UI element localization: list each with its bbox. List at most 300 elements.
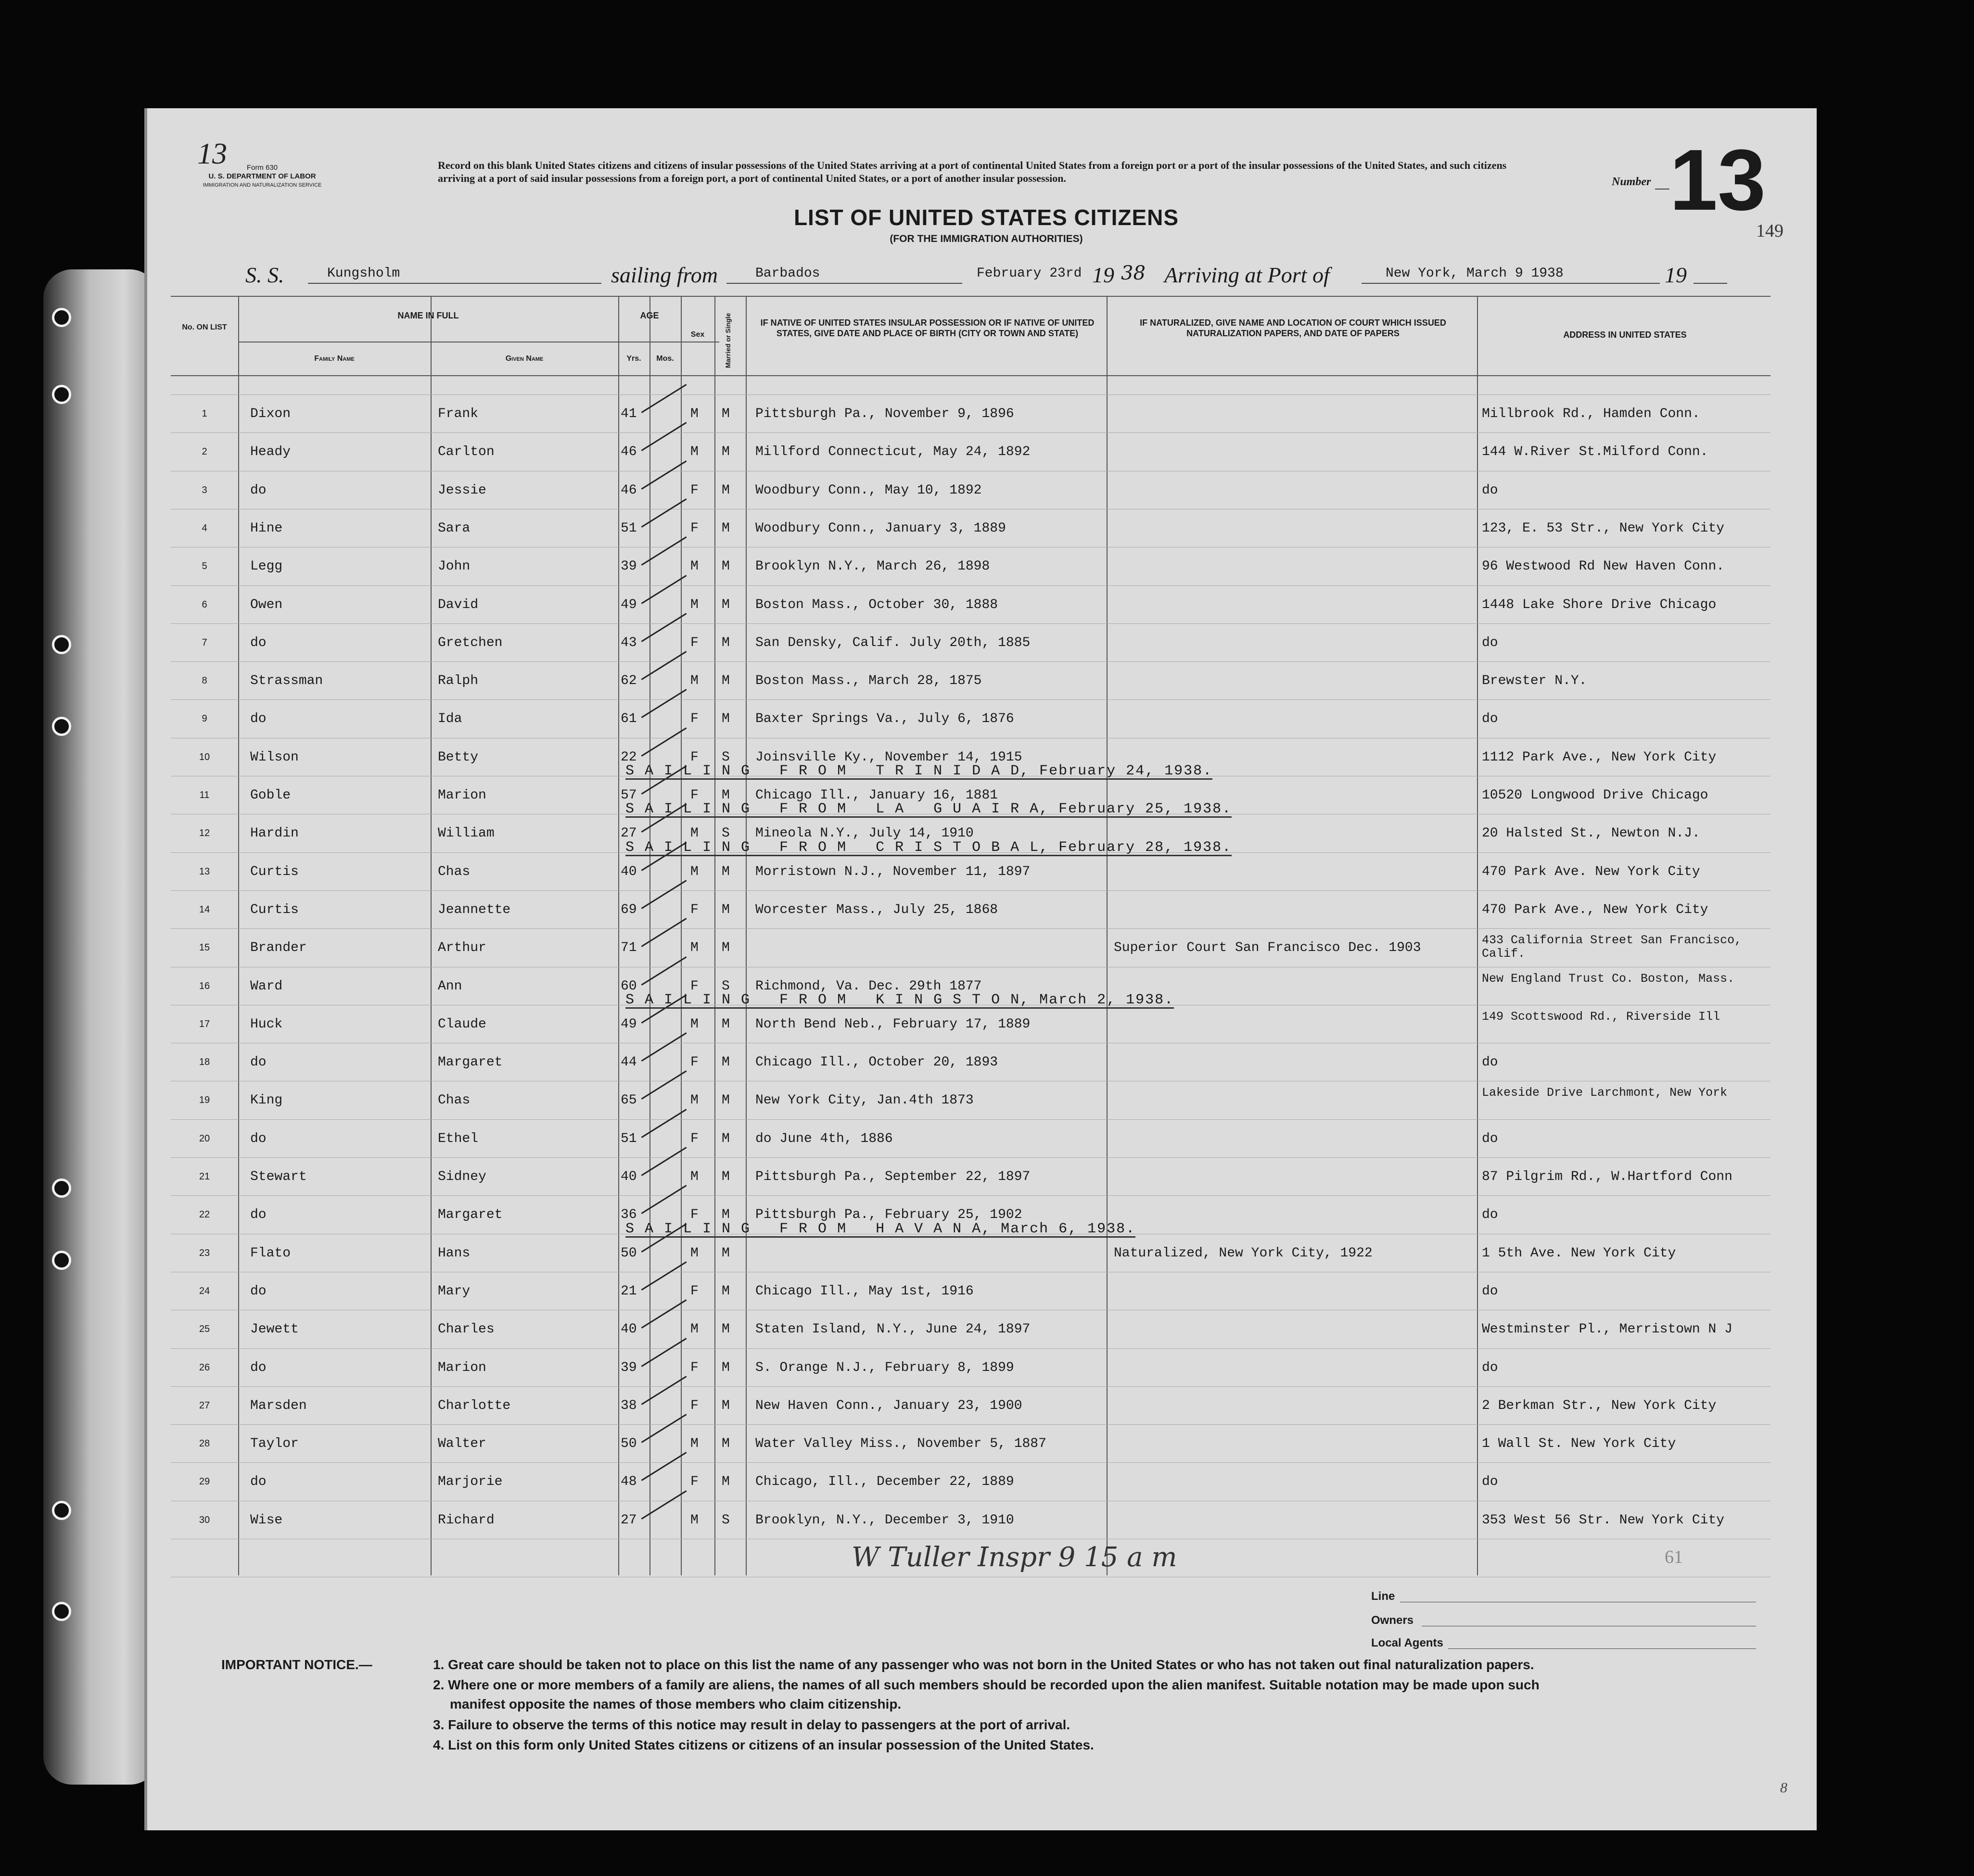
- notice-item-2-cont: manifest opposite the names of those members who claim citizenship.: [450, 1697, 902, 1711]
- punch-hole: [52, 1251, 71, 1270]
- family-name: Dixon: [250, 406, 291, 421]
- inspector-check-mark: [641, 1185, 687, 1214]
- address: 470 Park Ave., New York City: [1482, 902, 1708, 917]
- given-name: Marion: [438, 788, 486, 803]
- given-name: Jeannette: [438, 902, 511, 917]
- given-name: Marion: [438, 1360, 486, 1375]
- marital-status: M: [722, 1245, 730, 1261]
- marital-status: M: [722, 444, 730, 460]
- birth-place-date: North Bend Neb., February 17, 1889: [755, 1016, 1031, 1032]
- list-number: 13: [1669, 132, 1766, 228]
- row-number: 25: [199, 1324, 210, 1335]
- inspector-check-mark: [641, 1376, 687, 1405]
- departure-date: February 23rd: [977, 266, 1082, 281]
- family-name: do: [250, 1474, 267, 1490]
- age-years: 49: [621, 1016, 637, 1032]
- sex: M: [690, 1016, 699, 1032]
- age-years: 49: [621, 597, 637, 612]
- birth-place-date: Boston Mass., October 30, 1888: [755, 597, 998, 612]
- sex: M: [690, 864, 699, 879]
- address: 470 Park Ave. New York City: [1482, 864, 1700, 879]
- family-name: do: [250, 635, 267, 650]
- marital-status: M: [722, 1093, 730, 1108]
- given-name: Charles: [438, 1322, 495, 1337]
- given-name: Margaret: [438, 1207, 503, 1223]
- inspector-check-mark: [641, 689, 687, 718]
- inspector-check-mark: [641, 384, 687, 413]
- age-years: 61: [621, 711, 637, 727]
- sex: M: [690, 1512, 699, 1528]
- arrival-port-date: New York, March 9 1938: [1386, 266, 1564, 281]
- inspector-check-mark: [641, 1414, 687, 1443]
- marital-status: S: [722, 749, 730, 765]
- age-years: 44: [621, 1055, 637, 1070]
- family-name: Huck: [250, 1016, 283, 1032]
- address: do: [1482, 1360, 1498, 1375]
- corner-mark: 8: [1780, 1780, 1787, 1796]
- given-name: Ralph: [438, 673, 479, 689]
- row-number: 28: [199, 1438, 210, 1449]
- line-label: Line: [1371, 1590, 1395, 1603]
- marital-status: M: [722, 1283, 730, 1299]
- sex: F: [690, 1474, 699, 1490]
- sex: M: [690, 673, 699, 689]
- row-number: 29: [199, 1476, 210, 1487]
- birth-place-date: Mineola N.Y., July 14, 1910: [755, 826, 974, 841]
- address: Brewster N.Y.: [1482, 673, 1587, 689]
- age-years: 38: [621, 1398, 637, 1413]
- marital-status: M: [722, 520, 730, 536]
- naturalization: Naturalized, New York City, 1922: [1114, 1245, 1373, 1261]
- row-number: 5: [202, 561, 207, 572]
- age-years: 21: [621, 1283, 637, 1299]
- inspector-check-mark: [641, 498, 687, 528]
- address: do: [1482, 1207, 1498, 1223]
- sex: M: [690, 1436, 699, 1452]
- address: 1 5th Ave. New York City: [1482, 1245, 1676, 1261]
- age-years: 46: [621, 482, 637, 498]
- family-name: do: [250, 1207, 267, 1223]
- age-years: 71: [621, 940, 637, 956]
- age-years: 57: [621, 788, 637, 803]
- sex: F: [690, 902, 699, 917]
- header-married-single: Married or Single: [724, 313, 732, 368]
- sex: M: [690, 1245, 699, 1261]
- header-years: Yrs.: [626, 355, 641, 363]
- sex: F: [690, 482, 699, 498]
- page-subtitle: (FOR THE IMMIGRATION AUTHORITIES): [890, 233, 1083, 244]
- inspector-check-mark: [641, 1299, 687, 1329]
- sailing-annotation: S A I L I N G F R O M C R I S T O B A L, February 28, 1938.: [625, 839, 1232, 856]
- marital-status: S: [722, 826, 730, 841]
- given-name: Charlotte: [438, 1398, 511, 1413]
- age-years: 39: [621, 559, 637, 574]
- local-agents-label: Local Agents: [1371, 1636, 1443, 1649]
- age-years: 62: [621, 673, 637, 689]
- family-name: Goble: [250, 788, 291, 803]
- sex: F: [690, 788, 699, 803]
- inspector-check-mark: [641, 1338, 687, 1367]
- inspector-check-mark: [641, 956, 687, 986]
- inspector-check-mark: [641, 575, 687, 604]
- punch-hole: [52, 717, 71, 736]
- birth-place-date: Chicago Ill., January 16, 1881: [755, 788, 998, 803]
- family-name: Legg: [250, 559, 283, 574]
- family-name: Hardin: [250, 826, 299, 841]
- notice-item-3: 3. Failure to observe the terms of this notice may result in delay to passengers at the port of arrival.: [433, 1717, 1070, 1732]
- given-name: Jessie: [438, 482, 486, 498]
- family-name: do: [250, 1131, 267, 1146]
- age-years: 51: [621, 520, 637, 536]
- inspector-check-mark: [641, 1070, 687, 1100]
- service-name: IMMIGRATION AND NATURALIZATION SERVICE: [203, 182, 322, 188]
- age-years: 50: [621, 1245, 637, 1261]
- marital-status: M: [722, 597, 730, 612]
- address: 353 West 56 Str. New York City: [1482, 1512, 1725, 1528]
- given-name: Chas: [438, 864, 471, 879]
- marital-status: M: [722, 1055, 730, 1070]
- age-years: 27: [621, 826, 637, 841]
- header-family-name: Family Name: [314, 355, 355, 363]
- marital-status: S: [722, 978, 730, 994]
- naturalization: Superior Court San Francisco Dec. 1903: [1114, 940, 1421, 956]
- age-years: 40: [621, 1322, 637, 1337]
- sex: F: [690, 635, 699, 650]
- row-number: 8: [202, 675, 207, 686]
- birth-place-date: Chicago, Ill., December 22, 1889: [755, 1474, 1014, 1490]
- family-name: Marsden: [250, 1398, 307, 1413]
- address: 20 Halsted St., Newton N.J.: [1482, 826, 1700, 841]
- address: do: [1482, 1474, 1498, 1490]
- sailing-annotation: S A I L I N G F R O M L A G U A I R A, February 25, 1938.: [625, 801, 1232, 818]
- given-name: John: [438, 559, 471, 574]
- given-name: Chas: [438, 1093, 471, 1108]
- marital-status: M: [722, 635, 730, 650]
- row-number: 2: [202, 446, 207, 457]
- arriving-label: Arriving at Port of: [1164, 263, 1330, 287]
- sex: M: [690, 1169, 699, 1184]
- address: Westminster Pl., Merristown N J: [1482, 1322, 1732, 1337]
- sex: M: [690, 406, 699, 421]
- birth-place-date: Richmond, Va. Dec. 29th 1877: [755, 978, 982, 994]
- marital-status: M: [722, 1474, 730, 1490]
- birth-place-date: New York City, Jan.4th 1873: [755, 1093, 974, 1108]
- address: 10520 Longwood Drive Chicago: [1482, 788, 1708, 803]
- birth-place-date: Brooklyn, N.Y., December 3, 1910: [755, 1512, 1014, 1528]
- address: 1 Wall St. New York City: [1482, 1436, 1676, 1452]
- row-number: 17: [199, 1018, 210, 1029]
- page-count: 61: [1665, 1547, 1683, 1567]
- marital-status: M: [722, 673, 730, 689]
- inspector-check-mark: [641, 1032, 687, 1062]
- row-number: 1: [202, 408, 207, 419]
- departure-port: Barbados: [755, 266, 820, 281]
- birth-place-date: Water Valley Miss., November 5, 1887: [755, 1436, 1046, 1452]
- address: do: [1482, 482, 1498, 498]
- family-name: King: [250, 1093, 283, 1108]
- row-number: 12: [199, 828, 210, 839]
- given-name: Frank: [438, 406, 479, 421]
- punch-hole: [52, 1179, 71, 1198]
- birth-place-date: Worcester Mass., July 25, 1868: [755, 902, 998, 917]
- address: do: [1482, 711, 1498, 727]
- family-name: Wilson: [250, 749, 299, 765]
- row-number: 16: [199, 980, 210, 991]
- family-name: Jewett: [250, 1322, 299, 1337]
- age-years: 36: [621, 1207, 637, 1223]
- address: 433 California Street San Francisco, Calif.: [1482, 933, 1742, 961]
- header-no-on-list: No. ON LIST: [182, 323, 227, 331]
- address: 96 Westwood Rd New Haven Conn.: [1482, 559, 1725, 574]
- handwritten-sheet-number: 13: [197, 138, 227, 170]
- birth-place-date: Chicago Ill., October 20, 1893: [755, 1055, 998, 1070]
- birth-place-date: do June 4th, 1886: [755, 1131, 893, 1146]
- sex: F: [690, 749, 699, 765]
- inspector-check-mark: [641, 918, 687, 947]
- given-name: Walter: [438, 1436, 486, 1452]
- address: 149 Scottswood Rd., Riverside Ill: [1482, 1009, 1720, 1024]
- age-years: 48: [621, 1474, 637, 1490]
- inspector-check-mark: [641, 727, 687, 757]
- sex: F: [690, 711, 699, 727]
- age-years: 69: [621, 902, 637, 917]
- sailing-annotation: S A I L I N G F R O M H A V A N A, March 6, 1938.: [625, 1220, 1136, 1237]
- notice-item-2: 2. Where one or more members of a family are aliens, the names of all such members should be recorded upon the alien manifest. Suitable notation may be made upon such: [433, 1677, 1540, 1692]
- address: 144 W.River St.Milford Conn.: [1482, 444, 1708, 460]
- marital-status: M: [722, 788, 730, 803]
- age-years: 41: [621, 406, 637, 421]
- inspector-check-mark: [641, 880, 687, 909]
- given-name: Arthur: [438, 940, 486, 956]
- sex: M: [690, 940, 699, 956]
- age-years: 65: [621, 1093, 637, 1108]
- family-name: Wise: [250, 1512, 283, 1528]
- age-years: 39: [621, 1360, 637, 1375]
- age-years: 22: [621, 749, 637, 765]
- marital-status: M: [722, 1016, 730, 1032]
- sex: F: [690, 1055, 699, 1070]
- inspector-check-mark: [641, 1109, 687, 1138]
- family-name: Ward: [250, 978, 283, 994]
- age-years: 60: [621, 978, 637, 994]
- address: Millbrook Rd., Hamden Conn.: [1482, 406, 1700, 421]
- row-number: 14: [199, 904, 210, 915]
- family-name: Taylor: [250, 1436, 299, 1452]
- row-number: 15: [199, 942, 210, 953]
- inspector-check-mark: [641, 1490, 687, 1520]
- sex: F: [690, 1360, 699, 1375]
- birth-place-date: Woodbury Conn., May 10, 1892: [755, 482, 982, 498]
- sex: F: [690, 1283, 699, 1299]
- birth-place-date: Pittsburgh Pa., February 25, 1902: [755, 1207, 1022, 1223]
- given-name: Claude: [438, 1016, 486, 1032]
- header-address: ADDRESS IN UNITED STATES: [1563, 330, 1687, 340]
- sex: M: [690, 1322, 699, 1337]
- sex: M: [690, 444, 699, 460]
- sailing-from-label: sailing from: [611, 263, 718, 287]
- birth-place-date: Morristown N.J., November 11, 1897: [755, 864, 1031, 879]
- birth-place-date: San Densky, Calif. July 20th, 1885: [755, 635, 1031, 650]
- row-number: 9: [202, 713, 207, 724]
- sex: M: [690, 826, 699, 841]
- row-number: 18: [199, 1057, 210, 1068]
- notice-item-1: 1. Great care should be taken not to place on this list the name of any passenger who was not born in the United States or who has not taken out final naturalization papers.: [433, 1657, 1534, 1672]
- header-given-name: Given Name: [505, 355, 544, 363]
- inspector-check-mark: [641, 460, 687, 490]
- row-number: 6: [202, 599, 207, 610]
- punch-hole: [52, 1602, 71, 1621]
- ss-label: S. S.: [245, 263, 284, 287]
- marital-status: M: [722, 559, 730, 574]
- marital-status: S: [722, 1512, 730, 1528]
- family-name: do: [250, 711, 267, 727]
- sex: M: [690, 559, 699, 574]
- age-years: 27: [621, 1512, 637, 1528]
- given-name: William: [438, 826, 495, 841]
- row-number: 3: [202, 484, 207, 495]
- inspector-signature: W Tuller Inspr 9 15 a m: [852, 1542, 1177, 1573]
- inspector-check-mark: [641, 613, 687, 642]
- sex: F: [690, 978, 699, 994]
- row-number: 27: [199, 1400, 210, 1411]
- family-name: do: [250, 1283, 267, 1299]
- binding-strip: [43, 269, 159, 1785]
- marital-status: M: [722, 902, 730, 917]
- age-years: 43: [621, 635, 637, 650]
- row-number: 22: [199, 1209, 210, 1220]
- address: Lakeside Drive Larchmont, New York: [1482, 1086, 1728, 1100]
- marital-status: M: [722, 482, 730, 498]
- address: 2 Berkman Str., New York City: [1482, 1398, 1717, 1413]
- birth-place-date: Pittsburgh Pa., November 9, 1896: [755, 406, 1014, 421]
- department-name: U. S. DEPARTMENT OF LABOR: [208, 172, 316, 180]
- family-name: Heady: [250, 444, 291, 460]
- marital-status: M: [722, 406, 730, 421]
- punch-hole: [52, 635, 71, 654]
- row-number: 24: [199, 1285, 210, 1296]
- address: do: [1482, 1283, 1498, 1299]
- marital-status: M: [722, 1169, 730, 1184]
- sailing-annotation: S A I L I N G F R O M T R I N I D A D, February 24, 1938.: [625, 763, 1213, 779]
- sex: F: [690, 1207, 699, 1223]
- given-name: Marjorie: [438, 1474, 503, 1490]
- age-years: 50: [621, 1436, 637, 1452]
- given-name: Sidney: [438, 1169, 486, 1184]
- address: New England Trust Co. Boston, Mass.: [1482, 971, 1735, 986]
- family-name: do: [250, 1055, 267, 1070]
- page-title: LIST OF UNITED STATES CITIZENS: [793, 205, 1179, 230]
- row-number: 20: [199, 1133, 210, 1144]
- birth-place-date: Pittsburgh Pa., September 22, 1897: [755, 1169, 1031, 1184]
- given-name: Betty: [438, 749, 479, 765]
- marital-status: M: [722, 1360, 730, 1375]
- header-age: AGE: [640, 311, 659, 320]
- header-name-in-full: NAME IN FULL: [397, 311, 459, 320]
- inspector-check-mark: [641, 1452, 687, 1481]
- family-name: Brander: [250, 940, 307, 956]
- given-name: Hans: [438, 1245, 471, 1261]
- given-name: Mary: [438, 1283, 471, 1299]
- marital-status: M: [722, 711, 730, 727]
- birth-place-date: Joinsville Ky., November 14, 1915: [755, 749, 1022, 765]
- header-naturalized: IF NATURALIZED, GIVE NAME AND LOCATION OF COURT WHICH ISSUED NATURALIZATION PAPERS, AND DATE OF PAPERS: [1140, 318, 1446, 338]
- age-years: 40: [621, 864, 637, 879]
- family-name: Curtis: [250, 864, 299, 879]
- birth-place-date: Baxter Springs Va., July 6, 1876: [755, 711, 1014, 727]
- given-name: Margaret: [438, 1055, 503, 1070]
- row-number: 26: [199, 1362, 210, 1373]
- given-name: Richard: [438, 1512, 495, 1528]
- inspector-check-mark: [641, 651, 687, 680]
- age-years: 51: [621, 1131, 637, 1146]
- year-prefix: 19: [1092, 263, 1114, 287]
- address: 1112 Park Ave., New York City: [1482, 749, 1717, 765]
- inspector-check-mark: [641, 1261, 687, 1291]
- birth-place-date: Brooklyn N.Y., March 26, 1898: [755, 559, 990, 574]
- marital-status: M: [722, 1436, 730, 1452]
- given-name: Carlton: [438, 444, 495, 460]
- family-name: Hine: [250, 520, 283, 536]
- row-number: 7: [202, 637, 207, 648]
- secondary-number: 149: [1756, 221, 1783, 241]
- form-number: Form 630: [246, 164, 278, 172]
- family-name: Curtis: [250, 902, 299, 917]
- passenger-table: [171, 296, 1770, 1575]
- row-number: 30: [199, 1514, 210, 1525]
- header-birth: IF NATIVE OF UNITED STATES INSULAR POSSESSION OR IF NATIVE OF UNITED STATES, GIVE DATE AND PLACE OF BIRTH (CITY OR TOWN AND STATE): [760, 318, 1095, 338]
- marital-status: M: [722, 1322, 730, 1337]
- marital-status: M: [722, 864, 730, 879]
- form-identifier: [176, 164, 349, 190]
- family-name: do: [250, 1360, 267, 1375]
- punch-hole: [52, 385, 71, 404]
- row-number: 13: [199, 866, 210, 877]
- birth-place-date: New Haven Conn., January 23, 1900: [755, 1398, 1022, 1413]
- address: 87 Pilgrim Rd., W.Hartford Conn: [1482, 1169, 1732, 1184]
- marital-status: M: [722, 1207, 730, 1223]
- row-number: 21: [199, 1171, 210, 1182]
- header-months: Mos.: [656, 355, 674, 363]
- address: 123, E. 53 Str., New York City: [1482, 520, 1725, 536]
- sailing-annotation: S A I L I N G F R O M K I N G S T O N, March 2, 1938.: [625, 991, 1174, 1008]
- address: do: [1482, 1055, 1498, 1070]
- birth-place-date: Woodbury Conn., January 3, 1889: [755, 520, 1006, 536]
- given-name: Ann: [438, 978, 462, 994]
- family-name: do: [250, 482, 267, 498]
- row-number: 11: [199, 790, 210, 800]
- birth-place-date: Boston Mass., March 28, 1875: [755, 673, 982, 689]
- row-number: 10: [199, 751, 210, 762]
- punch-hole: [52, 308, 71, 327]
- birth-place-date: Millford Connecticut, May 24, 1892: [755, 444, 1031, 460]
- birth-place-date: Chicago Ill., May 1st, 1916: [755, 1283, 974, 1299]
- family-name: Flato: [250, 1245, 291, 1261]
- family-name: Owen: [250, 597, 283, 612]
- form-instructions: Record on this blank United States citizens and citizens of insular possessions of the United States arriving at a port of continental United States from a foreign port or a port of the insular possessions of the United States, and such citizens arriving at a port of said insular possessions from a foreign port, a port of continental United States, or a port of another insular possession.: [438, 159, 1507, 184]
- address: do: [1482, 635, 1498, 650]
- row-number: 4: [202, 522, 207, 533]
- family-name: Stewart: [250, 1169, 307, 1184]
- address: do: [1482, 1131, 1498, 1146]
- address: 1448 Lake Shore Drive Chicago: [1482, 597, 1717, 612]
- row-number: 19: [199, 1095, 210, 1106]
- sex: F: [690, 1398, 699, 1413]
- number-label: Number: [1612, 176, 1651, 188]
- marital-status: M: [722, 940, 730, 956]
- notice-item-4: 4. List on this form only United States citizens or citizens of an insular possession of the United States.: [433, 1737, 1094, 1752]
- birth-place-date: Staten Island, N.Y., June 24, 1897: [755, 1322, 1031, 1337]
- year-suffix: 38: [1121, 262, 1146, 284]
